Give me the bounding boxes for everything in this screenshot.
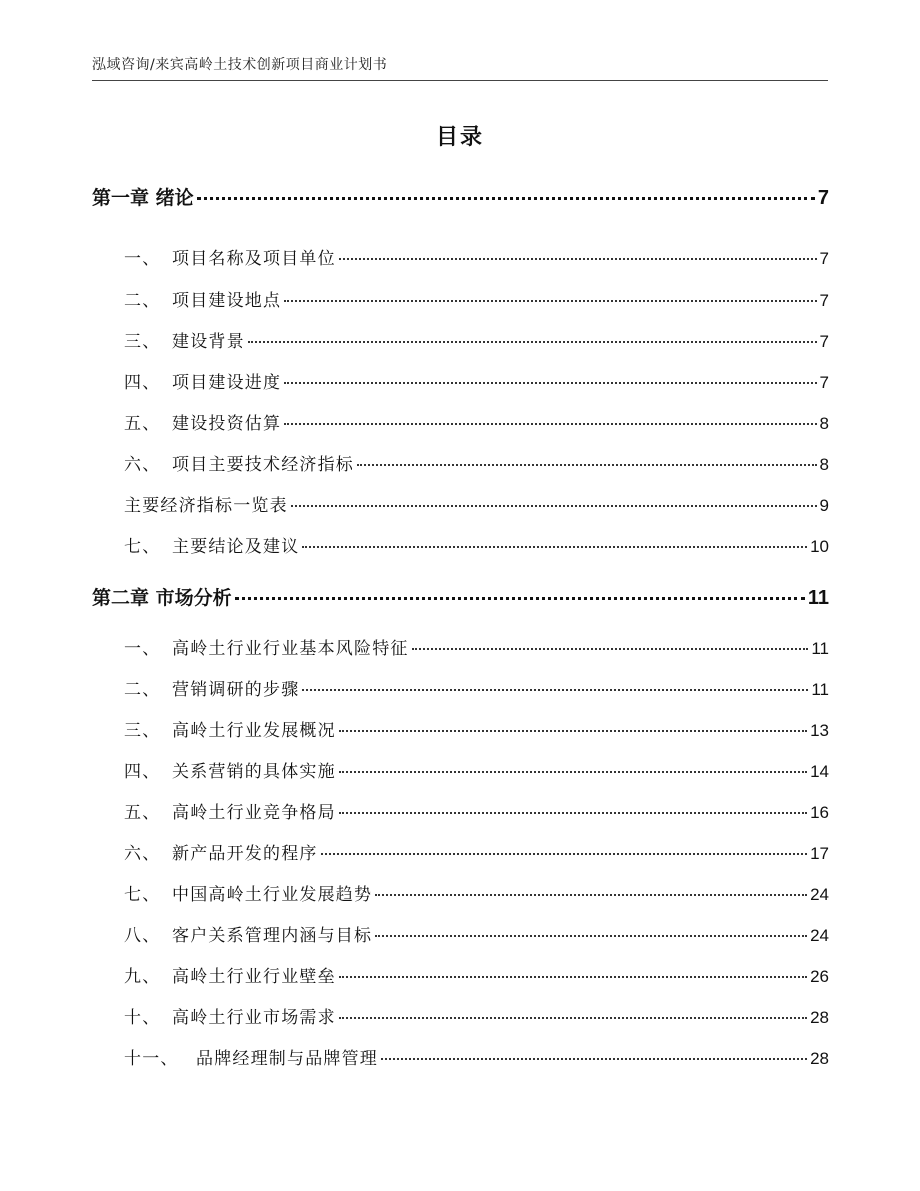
toc-section-entry[interactable] bbox=[124, 327, 829, 352]
toc-entry-number: 六、 bbox=[124, 844, 161, 864]
toc-entry-text: 中国高岭土行业发展趋势 bbox=[172, 885, 373, 905]
toc-entry-number: 三、 bbox=[124, 332, 161, 352]
toc-entry-number: 四、 bbox=[124, 373, 161, 393]
toc-entry-text: 项目建设地点 bbox=[172, 291, 282, 311]
toc-chapter-entry[interactable] bbox=[92, 183, 829, 210]
toc-entry-number: 十、 bbox=[124, 1008, 161, 1028]
toc-entry-label bbox=[124, 368, 281, 393]
toc-entry-number: 六、 bbox=[124, 455, 161, 475]
toc-entry-number: 二、 bbox=[124, 680, 161, 700]
toc-section-entry[interactable] bbox=[124, 1003, 829, 1028]
toc-section-entry[interactable] bbox=[124, 675, 829, 700]
toc-entry-label bbox=[124, 634, 409, 659]
toc-page-number: 24 bbox=[810, 926, 829, 945]
toc-entry-text: 主要结论及建议 bbox=[172, 537, 300, 557]
toc-entry-number: 三、 bbox=[124, 721, 161, 741]
toc-entry-number: 一、 bbox=[124, 249, 161, 269]
toc-entry-text: 建设背景 bbox=[172, 332, 245, 352]
dot-leader bbox=[302, 689, 808, 691]
toc-entry-number: 七、 bbox=[124, 885, 161, 905]
toc-entry-text: 高岭土行业竞争格局 bbox=[172, 803, 336, 823]
toc-page-number: 11 bbox=[807, 587, 829, 609]
dot-leader bbox=[248, 341, 817, 343]
toc-entry-text: 营销调研的步骤 bbox=[172, 680, 300, 700]
dot-leader bbox=[284, 300, 816, 302]
toc-entry-label bbox=[124, 286, 281, 311]
toc-section-entry[interactable] bbox=[124, 532, 829, 557]
dot-leader bbox=[339, 976, 807, 978]
toc-entry-label bbox=[92, 183, 194, 210]
toc-entry-text: 客户关系管理内涵与目标 bbox=[172, 926, 373, 946]
toc-entry-label bbox=[124, 1003, 336, 1028]
toc-entry-number: 八、 bbox=[124, 926, 161, 946]
toc-page-number: 8 bbox=[819, 455, 829, 474]
toc-entry-text: 项目主要技术经济指标 bbox=[172, 455, 354, 475]
toc-section-entry[interactable] bbox=[124, 716, 829, 741]
toc-page-number: 7 bbox=[817, 187, 829, 209]
header-divider bbox=[92, 80, 828, 81]
toc-entry-number: 四、 bbox=[124, 762, 161, 782]
toc-entry-label bbox=[124, 962, 336, 987]
toc-section-entry[interactable] bbox=[124, 839, 829, 864]
dot-leader bbox=[357, 464, 817, 466]
toc-section-entry[interactable] bbox=[124, 880, 829, 905]
toc-entry-number: 十一、 bbox=[124, 1049, 179, 1069]
toc-page-number: 7 bbox=[819, 373, 829, 392]
toc-entry-text: 品牌经理制与品牌管理 bbox=[196, 1049, 378, 1069]
dot-leader bbox=[339, 771, 807, 773]
toc-page-number: 13 bbox=[810, 721, 829, 740]
toc-entry-label bbox=[124, 921, 372, 946]
toc-section-entry[interactable] bbox=[124, 491, 829, 516]
toc-page-number: 8 bbox=[819, 414, 829, 433]
running-header: 泓域咨询/来宾高岭土技术创新项目商业计划书 bbox=[92, 57, 388, 73]
dot-leader bbox=[339, 812, 807, 814]
toc-entry-label bbox=[124, 1044, 378, 1069]
toc-page-number: 28 bbox=[810, 1049, 829, 1068]
toc-title: 目录 bbox=[435, 125, 484, 150]
toc-page-number: 7 bbox=[819, 249, 829, 268]
dot-leader bbox=[235, 597, 805, 600]
toc-entry-label bbox=[124, 327, 245, 352]
toc-section-entry[interactable] bbox=[124, 409, 829, 434]
dot-leader bbox=[291, 505, 817, 507]
toc-page-number: 28 bbox=[810, 1008, 829, 1027]
dot-leader bbox=[284, 382, 816, 384]
toc-entry-text: 主要经济指标一览表 bbox=[124, 496, 288, 516]
toc-entry-text: 项目建设进度 bbox=[172, 373, 282, 393]
toc-entry-label bbox=[124, 880, 372, 905]
toc-page-number: 24 bbox=[810, 885, 829, 904]
toc-section-entry[interactable] bbox=[124, 368, 829, 393]
toc-page-number: 16 bbox=[810, 803, 829, 822]
toc-entry-number: 五、 bbox=[124, 803, 161, 823]
toc-page-number: 10 bbox=[810, 537, 829, 556]
toc-entry-text: 高岭土行业市场需求 bbox=[172, 1008, 336, 1028]
toc-entry-number: 五、 bbox=[124, 414, 161, 434]
toc-entry-number: 九、 bbox=[124, 967, 161, 987]
toc-entry-number: 二、 bbox=[124, 291, 161, 311]
toc-page-number: 17 bbox=[810, 844, 829, 863]
toc-entry-text: 第一章 绪论 bbox=[92, 187, 194, 209]
toc-entry-text: 高岭土行业发展概况 bbox=[172, 721, 336, 741]
toc-entry-text: 关系营销的具体实施 bbox=[172, 762, 336, 782]
toc-page-number: 14 bbox=[810, 762, 829, 781]
toc-entry-label bbox=[124, 491, 288, 516]
toc-page-number: 7 bbox=[819, 291, 829, 310]
toc-entry-label bbox=[124, 675, 299, 700]
toc-entry-number: 一、 bbox=[124, 639, 161, 659]
toc-page-number: 11 bbox=[811, 639, 829, 658]
toc-entry-label bbox=[124, 532, 299, 557]
dot-leader bbox=[321, 853, 807, 855]
toc-entry-label bbox=[124, 409, 281, 434]
toc-entry-text: 第二章 市场分析 bbox=[92, 587, 232, 609]
toc-section-entry[interactable] bbox=[124, 921, 829, 946]
dot-leader bbox=[284, 423, 816, 425]
toc-page-number: 9 bbox=[819, 496, 829, 515]
dot-leader bbox=[339, 730, 807, 732]
dot-leader bbox=[339, 258, 817, 260]
toc-entry-text: 建设投资估算 bbox=[172, 414, 282, 434]
toc-section-entry[interactable] bbox=[124, 757, 829, 782]
toc-entry-text: 项目名称及项目单位 bbox=[172, 249, 336, 269]
toc-entry-text: 高岭土行业行业基本风险特征 bbox=[172, 639, 409, 659]
dot-leader bbox=[412, 648, 809, 650]
toc-entry-text: 新产品开发的程序 bbox=[172, 844, 318, 864]
toc-section-entry[interactable] bbox=[124, 634, 829, 659]
toc-page-number: 26 bbox=[810, 967, 829, 986]
toc-entry-label bbox=[124, 757, 336, 782]
toc-entry-label bbox=[124, 450, 354, 475]
toc-page-number: 11 bbox=[811, 680, 829, 699]
toc-entry-label bbox=[124, 798, 336, 823]
toc-entry-number: 七、 bbox=[124, 537, 161, 557]
dot-leader bbox=[381, 1058, 807, 1060]
toc-section-entry[interactable] bbox=[124, 962, 829, 987]
dot-leader bbox=[375, 894, 807, 896]
toc-section-entry[interactable] bbox=[124, 1044, 829, 1069]
dot-leader bbox=[339, 1017, 807, 1019]
toc-section-entry[interactable] bbox=[124, 244, 829, 269]
toc-entry-label bbox=[124, 716, 336, 741]
dot-leader bbox=[375, 935, 807, 937]
toc-section-entry[interactable] bbox=[124, 450, 829, 475]
dot-leader bbox=[197, 197, 815, 200]
toc-section-entry[interactable] bbox=[124, 286, 829, 311]
toc-entry-label bbox=[124, 244, 336, 269]
dot-leader bbox=[302, 546, 807, 548]
toc-page-number: 7 bbox=[819, 332, 829, 351]
toc-entry-label bbox=[92, 583, 232, 610]
toc-chapter-entry[interactable] bbox=[92, 583, 829, 610]
toc-section-entry[interactable] bbox=[124, 798, 829, 823]
toc-entry-label bbox=[124, 839, 318, 864]
toc-entry-text: 高岭土行业行业壁垒 bbox=[172, 967, 336, 987]
